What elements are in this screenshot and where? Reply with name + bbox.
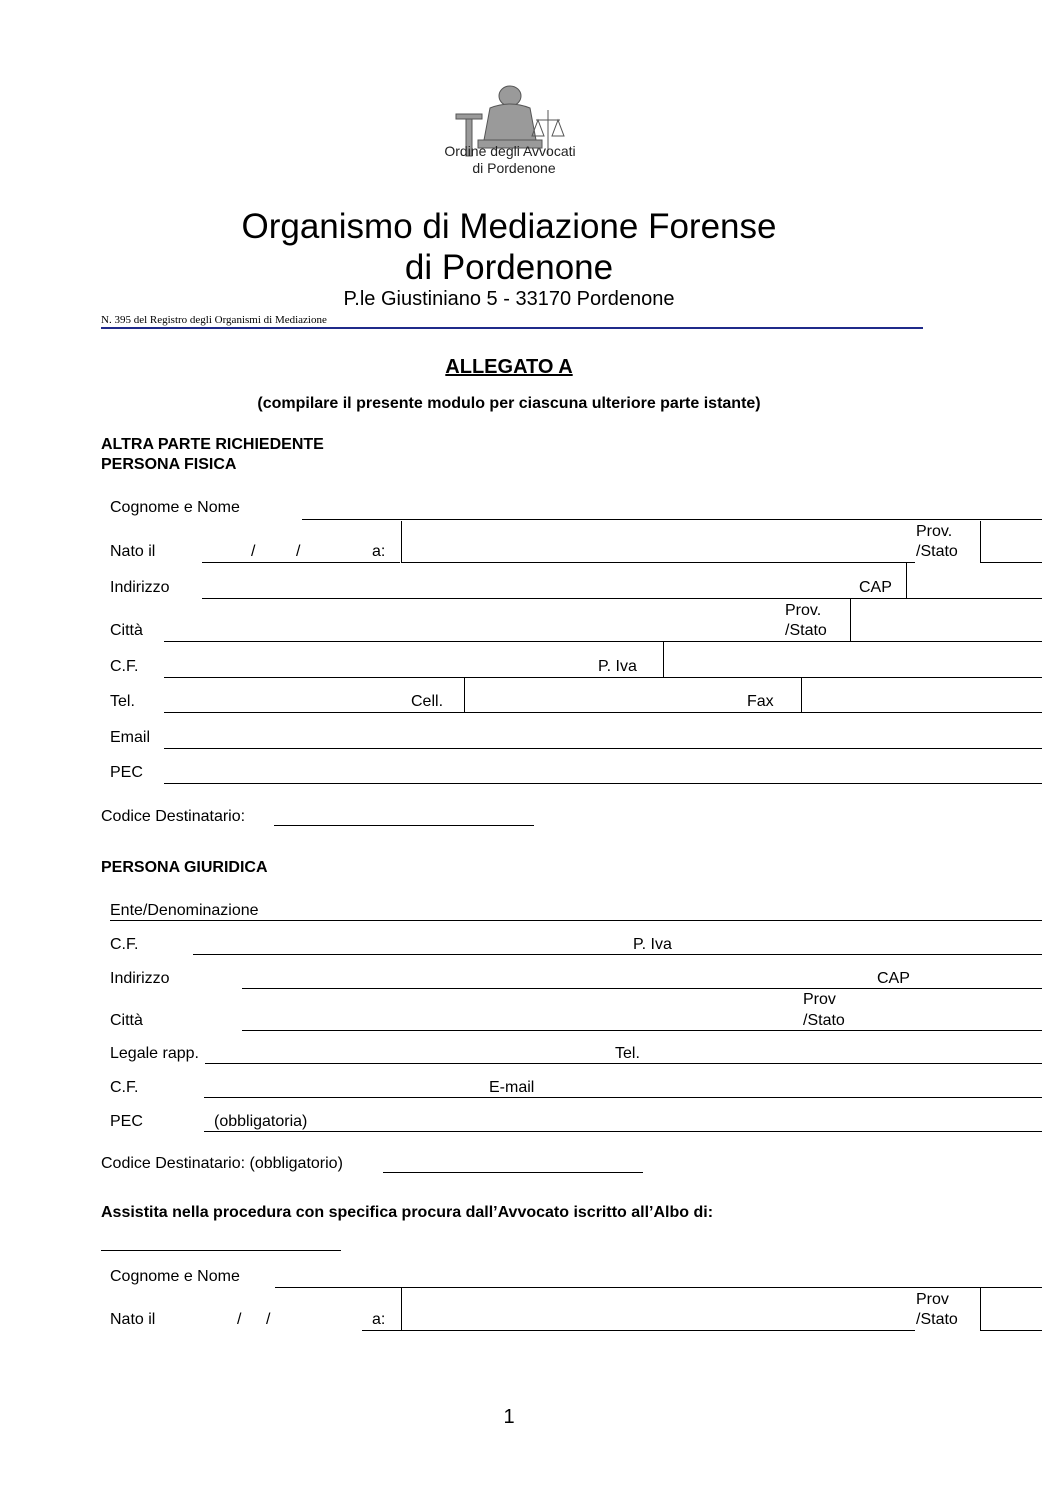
label-stato-avvocato: /Stato xyxy=(916,1311,958,1328)
underline-email xyxy=(164,748,1042,749)
organism-title xyxy=(0,206,1018,288)
underline-ente xyxy=(110,920,1042,921)
cell-border xyxy=(850,599,851,642)
label-citta-prov: Prov. xyxy=(785,602,822,619)
underline-citta xyxy=(164,641,850,642)
input-piva[interactable] xyxy=(665,656,1042,676)
input-cap[interactable] xyxy=(908,577,1042,597)
input-cognome-nome[interactable] xyxy=(302,499,1042,519)
input-indirizzo-giuridica[interactable] xyxy=(242,968,862,988)
label-codice-destinatario-giuridica: Codice Destinatario: (obbligatorio) xyxy=(101,1155,343,1172)
cell-border xyxy=(801,678,802,713)
input-email[interactable] xyxy=(164,727,1042,747)
input-cognome-nome-avvocato[interactable] xyxy=(275,1266,1042,1286)
input-tel[interactable] xyxy=(164,691,394,711)
input-data-nascita[interactable] xyxy=(202,541,400,561)
underline-codice-destinatario-giuridica xyxy=(383,1172,643,1173)
input-prov-avvocato[interactable] xyxy=(982,1309,1042,1329)
underline-citta-prov xyxy=(850,641,1042,642)
input-data-nascita-avvocato[interactable] xyxy=(202,1309,362,1329)
allegato-title: ALLEGATO A xyxy=(445,356,573,378)
label-indirizzo-giuridica: Indirizzo xyxy=(110,970,170,987)
date-separator: / xyxy=(251,543,256,560)
input-albo[interactable] xyxy=(101,1230,341,1250)
input-indirizzo[interactable] xyxy=(202,577,842,597)
section-heading-avvocato: Assistita nella procedura con specifica procura dall’Avvocato iscritto all’Albo di: xyxy=(101,1204,714,1221)
label-cap: CAP xyxy=(859,579,892,596)
section-heading-persona-giuridica: PERSONA GIURIDICA xyxy=(101,859,268,876)
underline-data-nascita xyxy=(202,562,400,563)
input-citta-prov[interactable] xyxy=(852,620,1042,640)
svg-text:di Pordenone: di Pordenone xyxy=(472,160,556,176)
organism-address: P.le Giustiniano 5 - 33170 Pordenone xyxy=(343,288,675,310)
input-tel-giuridica[interactable] xyxy=(650,1043,1042,1063)
input-prov-giuridica[interactable] xyxy=(860,1010,1042,1030)
input-email-giuridica[interactable] xyxy=(545,1077,1042,1097)
section-heading-persona-fisica: PERSONA FISICA xyxy=(101,456,237,473)
input-codice-destinatario-giuridica[interactable] xyxy=(383,1153,643,1173)
input-fax[interactable] xyxy=(803,691,1042,711)
date-separator: / xyxy=(296,543,301,560)
pec-obbligatoria-hint: (obbligatoria) xyxy=(214,1113,308,1130)
input-pec[interactable] xyxy=(164,762,1042,782)
label-nato-il-avvocato: Nato il xyxy=(110,1311,156,1328)
input-cell[interactable] xyxy=(466,691,736,711)
underline-piva xyxy=(663,677,1042,678)
underline-luogo-nascita-avvocato xyxy=(362,1330,915,1331)
underline-codice-destinatario xyxy=(274,825,534,826)
bar-association-logo xyxy=(428,84,592,182)
label-fax: Fax xyxy=(747,693,774,710)
input-piva-giuridica[interactable] xyxy=(690,934,1042,954)
date-separator: / xyxy=(266,1311,271,1328)
instructions-note: (compilare il presente modulo per ciascuna ulteriore parte istante) xyxy=(257,395,761,412)
cell-border xyxy=(464,678,465,713)
section-heading-altra-parte: ALTRA PARTE RICHIEDENTE xyxy=(101,436,324,453)
label-pec: PEC xyxy=(110,764,143,781)
cell-border xyxy=(980,521,981,563)
input-cf-legale[interactable] xyxy=(204,1077,474,1097)
underline-citta-giuridica xyxy=(242,1030,1042,1031)
underline-pec xyxy=(164,783,1042,784)
label-citta-stato: /Stato xyxy=(785,622,827,639)
underline-fax xyxy=(801,712,1042,713)
label-cognome-nome-avvocato: Cognome e Nome xyxy=(110,1268,240,1285)
date-separator: / xyxy=(237,1311,242,1328)
underline-indirizzo-giuridica xyxy=(242,988,1042,989)
input-luogo-nascita[interactable] xyxy=(402,541,907,561)
underline-cell xyxy=(464,712,801,713)
underline-legale-rapp xyxy=(205,1063,1042,1064)
label-codice-destinatario: Codice Destinatario: xyxy=(101,808,246,825)
input-citta[interactable] xyxy=(164,620,774,640)
header-divider xyxy=(101,327,923,329)
input-pec-giuridica[interactable] xyxy=(320,1111,1042,1131)
label-cell: Cell. xyxy=(411,693,444,710)
input-cf[interactable] xyxy=(164,656,584,676)
underline-cap xyxy=(906,598,1042,599)
input-codice-destinatario[interactable] xyxy=(274,806,534,826)
underline-prov-avvocato xyxy=(980,1330,1042,1331)
label-prov-stato: Prov. xyxy=(916,523,953,540)
label-cognome-nome: Cognome e Nome xyxy=(110,499,240,516)
label-citta: Città xyxy=(110,622,143,639)
label-piva-giuridica: P. Iva xyxy=(633,936,672,953)
underline-luogo-nascita xyxy=(401,562,915,563)
label-prov-avvocato: Prov xyxy=(916,1291,949,1308)
label-cf-legale: C.F. xyxy=(110,1079,139,1096)
label-luogo-nascita-avvocato: a: xyxy=(372,1311,386,1328)
label-ente: Ente/Denominazione xyxy=(110,902,259,919)
underline-albo xyxy=(101,1250,341,1251)
label-luogo-nascita: a: xyxy=(372,543,386,560)
underline-cf-email xyxy=(204,1097,1042,1098)
input-luogo-nascita-avvocato[interactable] xyxy=(402,1309,907,1329)
label-prov-giuridica: Prov xyxy=(803,991,836,1008)
underline-cognome-nome-avvocato xyxy=(275,1287,1042,1288)
cell-border xyxy=(980,1288,981,1331)
label-cf-giuridica: C.F. xyxy=(110,936,139,953)
label-cap-giuridica: CAP xyxy=(877,970,910,987)
label-cf: C.F. xyxy=(110,658,139,675)
label-email-giuridica: E-mail xyxy=(489,1079,535,1096)
label-stato-giuridica: /Stato xyxy=(803,1012,845,1029)
underline-prov-nascita xyxy=(980,562,1042,563)
label-pec-giuridica: PEC xyxy=(110,1113,143,1130)
input-cap-giuridica[interactable] xyxy=(920,968,1042,988)
input-citta-giuridica[interactable] xyxy=(242,1010,782,1030)
underline-cf-piva xyxy=(193,954,1042,955)
organism-title-text: Organismo di Mediazione Forense di Pordenone xyxy=(241,207,777,287)
label-piva: P. Iva xyxy=(598,658,637,675)
input-prov-nascita[interactable] xyxy=(982,541,1042,561)
label-tel: Tel. xyxy=(110,693,135,710)
input-legale-rapp[interactable] xyxy=(205,1043,605,1063)
cell-border xyxy=(663,642,664,678)
label-indirizzo: Indirizzo xyxy=(110,579,170,596)
label-tel-giuridica: Tel. xyxy=(615,1045,640,1062)
input-cf-giuridica[interactable] xyxy=(193,934,613,954)
page-number: 1 xyxy=(503,1406,515,1428)
label-legale-rapp: Legale rapp. xyxy=(110,1045,199,1062)
label-prov-stato-2: /Stato xyxy=(916,543,958,560)
underline-cf xyxy=(164,677,664,678)
svg-text:Ordine degli Avvocati: Ordine degli Avvocati xyxy=(444,143,576,159)
underline-indirizzo xyxy=(202,598,907,599)
underline-tel xyxy=(164,712,464,713)
underline-pec-giuridica xyxy=(204,1131,1042,1132)
label-nato-il: Nato il xyxy=(110,543,156,560)
justice-statue-icon xyxy=(428,84,592,182)
cell-border xyxy=(906,563,907,599)
label-citta-giuridica: Città xyxy=(110,1012,143,1029)
label-email: Email xyxy=(110,729,151,746)
underline-cognome-nome xyxy=(302,519,1042,520)
input-ente[interactable] xyxy=(280,900,1042,920)
registry-number: N. 395 del Registro degli Organismi di Mediazione xyxy=(101,314,327,326)
